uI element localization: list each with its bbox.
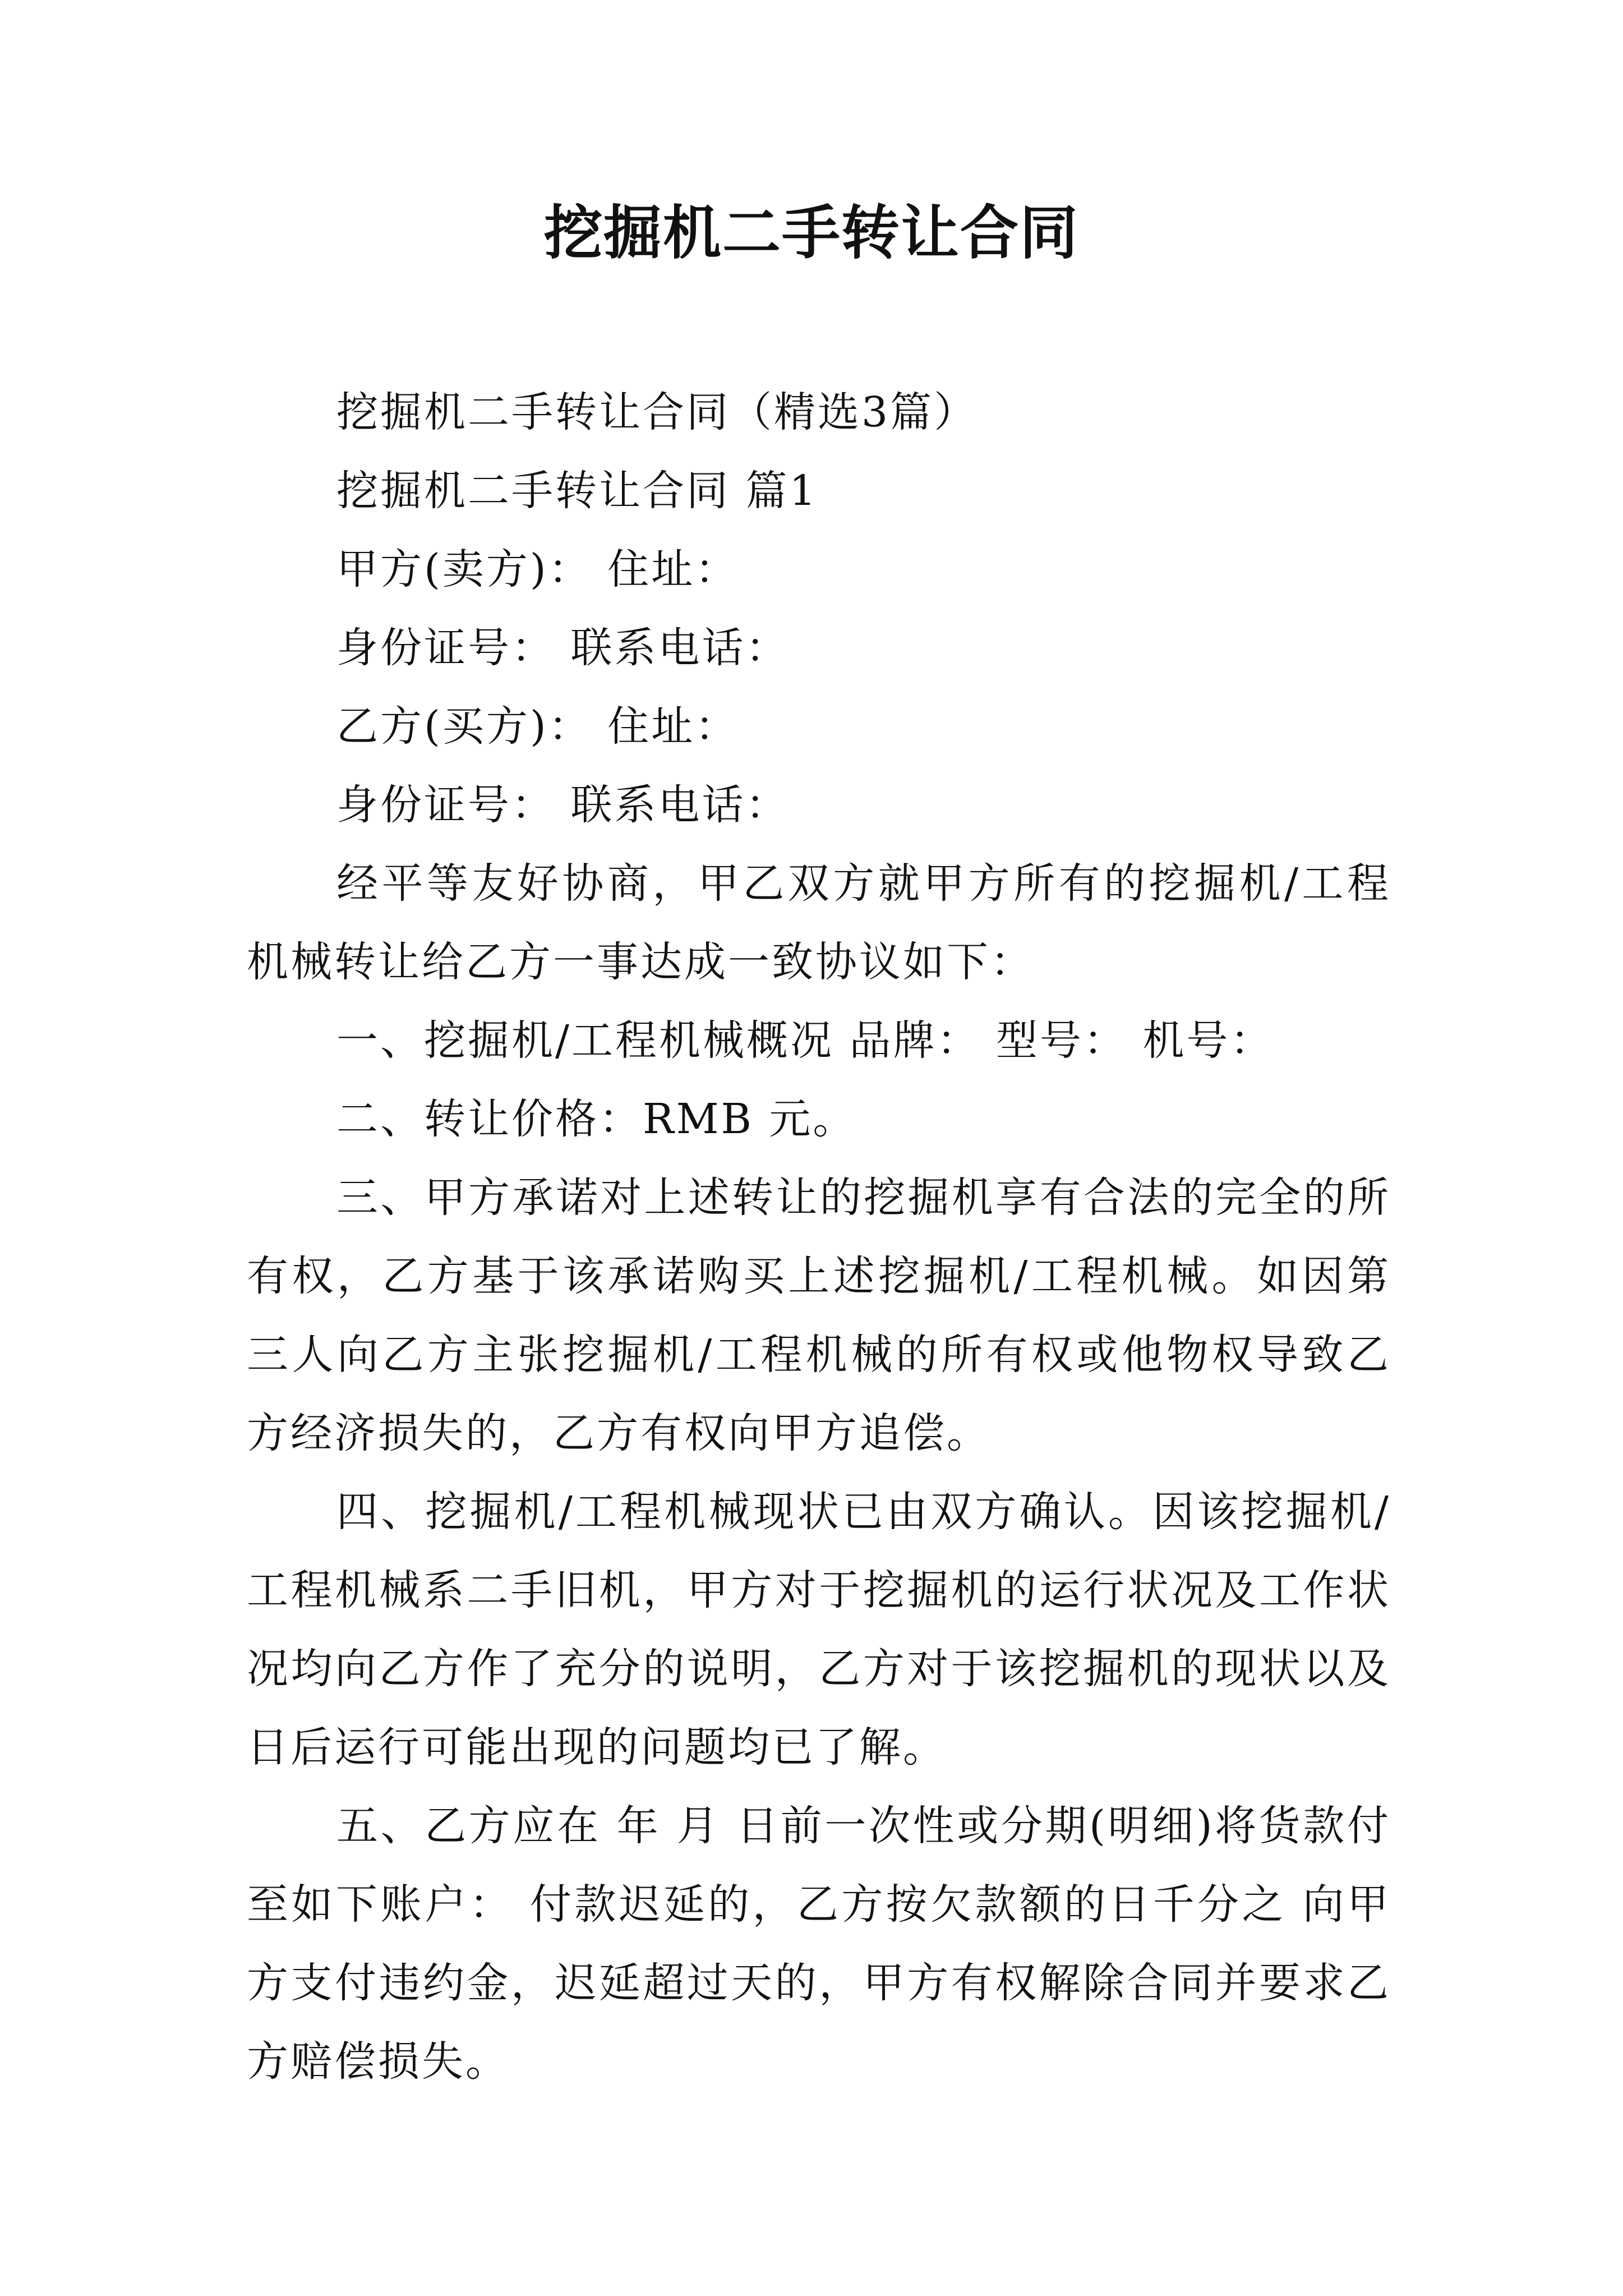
party-b-id-line: 身份证号： 联系电话： <box>336 781 790 829</box>
section-heading: 挖掘机二手转让合同 篇1 <box>336 467 818 515</box>
document-title: 挖掘机二手转让合同 <box>543 198 1079 267</box>
clause-1: 一、挖掘机/工程机械概况 品牌： 型号： 机号： <box>336 1016 1274 1065</box>
subtitle-paragraph: 挖掘机二手转让合同（精选3篇） <box>336 388 978 436</box>
document-body <box>247 373 1391 2101</box>
clause-3: 三、甲方承诺对上述转让的挖掘机享有合法的完全的所有权，乙方基于该承诺购买上述挖掘机/工程机械。如因第三人向乙方主张挖掘机/工程机械的所有权或他物权导致乙方经济损失的，乙方有权向甲方追偿。 <box>247 1174 1391 1457</box>
party-a-id-line: 身份证号： 联系电话： <box>336 624 790 672</box>
clause-4: 四、挖掘机/工程机械现状已由双方确认。因该挖掘机/工程机械系二手旧机，甲方对于挖掘机的运行状况及工作状况均向乙方作了充分的说明，乙方对于该挖掘机的现状以及日后运行可能出现的问题均已了解。 <box>247 1488 1391 1772</box>
clause-2: 二、转让价格：RMB 元。 <box>336 1095 857 1143</box>
party-a-line: 甲方(卖方)： 住址： <box>336 545 739 593</box>
intro-paragraph: 经平等友好协商，甲乙双方就甲方所有的挖掘机/工程机械转让给乙方一事达成一致协议如下： <box>247 859 1391 986</box>
clause-5: 五、乙方应在 年 月 日前一次性或分期(明细)将货款付至如下账户： 付款迟延的，乙方按欠款额的日千分之 向甲方支付违约金，迟延超过天的，甲方有权解除合同并要求乙方赔偿损失。 <box>247 1802 1391 2086</box>
party-b-line: 乙方(买方)： 住址： <box>336 702 739 751</box>
